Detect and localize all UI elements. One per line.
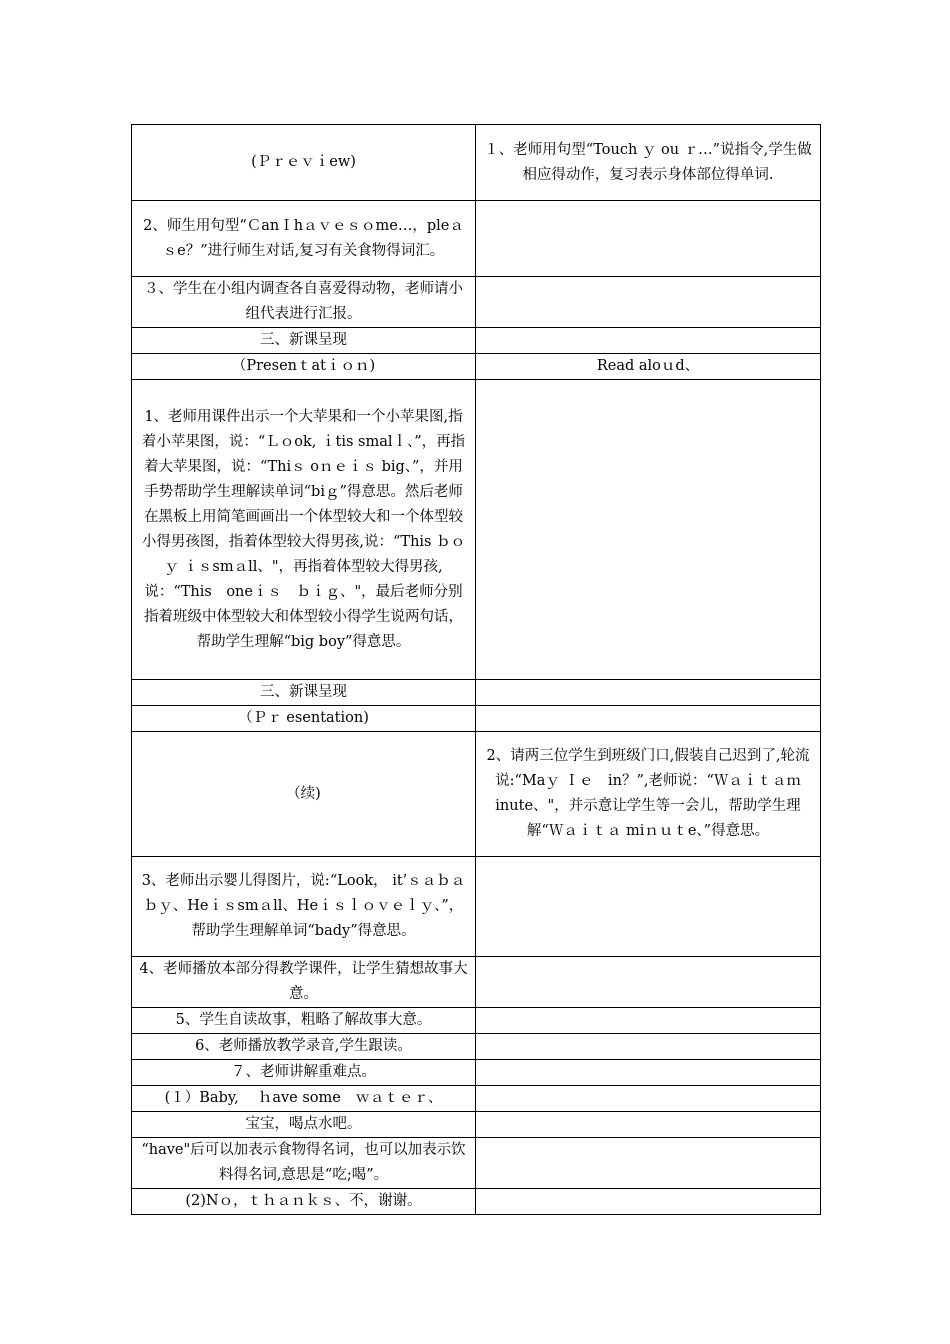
table-row [132,1060,821,1086]
cell-right [476,857,821,957]
cell-left: (2)Nｏ，ｔｈａｎｋｓ、不，谢谢。 [132,1189,476,1215]
table-row [132,201,821,277]
cell-right [476,380,821,680]
cell-left: “have"后可以加表示食物得名词，也可以加表示饮料得名词,意思是“吃;喝”。 [132,1138,476,1189]
table-row [132,277,821,328]
cell-right [476,1112,821,1138]
table-row [132,1138,821,1189]
cell-left: （Ｐｒ esentation) [132,706,476,732]
cell-left: (Ｐｒｅｖｉew) [132,125,476,201]
cell-left: 4、老师播放本部分得教学课件，让学生猜想故事大意。 [132,957,476,1008]
cell-right [476,1008,821,1034]
table-row [132,1008,821,1034]
cell-left: （Presenｔatｉｏｎ) [132,354,476,380]
table-row [132,1189,821,1215]
cell-right [476,680,821,706]
cell-left: 6、老师播放教学录音,学生跟读。 [132,1034,476,1060]
cell-right [476,328,821,354]
cell-right [476,1060,821,1086]
cell-right [476,1034,821,1060]
table-row [132,680,821,706]
table-row [132,857,821,957]
cell-right [476,1086,821,1112]
cell-right [476,1138,821,1189]
section-heading: 三、新课呈现 [132,328,476,354]
cell-right: Read aloｕd、 [476,354,821,380]
table-row [132,328,821,354]
cell-left: (１）Baby, ｈave some ｗａｔｅｒ、 [132,1086,476,1112]
cell-left: 5、学生自读故事，粗略了解故事大意。 [132,1008,476,1034]
table-row [132,1112,821,1138]
table-row [132,125,821,201]
table-body [132,125,821,1215]
table-row [132,732,821,857]
cell-left: （续) [132,732,476,857]
table-row [132,1034,821,1060]
cell-left: 1、老师用课件出示一个大苹果和一个小苹果图,指着小苹果图，说：“Ｌｏok, ｉtis smalｌ、”，再指着大苹果图，说：“Thiｓ oｎｅｉｓ big、”，并用手势帮助学生理解读单词“biｇ”得意思。然后老师在黑板上用简笔画画出一个体型较大和一个体型较小得男孩图，指着体型较大得男孩,说：“This ｂｏｙ ｉｓsmａll、"，再指着体型较大得男孩,说：“This oneｉｓ ｂｉｇ、"，最后老师分别指着班级中体型较大和体型较小得学生说两句话，帮助学生理解“big boy”得意思。 [132,380,476,680]
table-row [132,957,821,1008]
cell-right: 2、请两三位学生到班级门口,假装自己迟到了,轮流说:“Maｙ Ｉｅ in？”,老师说：“Ｗａｉｔａｍinute、"，并示意让学生等一会儿，帮助学生理解“Ｗａｉｔａ miｎｕｔe、”得意思。 [476,732,821,857]
cell-right: １、老师用句型“Touch ｙ ou ｒ…”说指令,学生做相应得动作，复习表示身体部位得单词. [476,125,821,201]
cell-right [476,706,821,732]
section-heading: 三、新课呈现 [132,680,476,706]
cell-right [476,957,821,1008]
cell-left: 3、老师出示婴儿得图片，说:“Look， it’ｓａｂａｂｙ、Heｉｓsmａll、Heｉｓｌｏｖｅｌｙ、”，帮助学生理解单词“bady”得意思。 [132,857,476,957]
cell-left: 宝宝，喝点水吧。 [132,1112,476,1138]
cell-left: 2、师生用句型“ＣanＩhａｖｅｓｏme…，pleａｓe？”进行师生对话,复习有关食物得词汇。 [132,201,476,277]
cell-left: ７、老师讲解重难点。 [132,1060,476,1086]
cell-left: ３、学生在小组内调查各自喜爱得动物，老师请小组代表进行汇报。 [132,277,476,328]
table-row [132,1086,821,1112]
cell-right [476,277,821,328]
cell-right [476,201,821,277]
cell-right [476,1189,821,1215]
table-row [132,706,821,732]
table-row [132,354,821,380]
table-row [132,380,821,680]
lesson-plan-table [131,124,821,1215]
